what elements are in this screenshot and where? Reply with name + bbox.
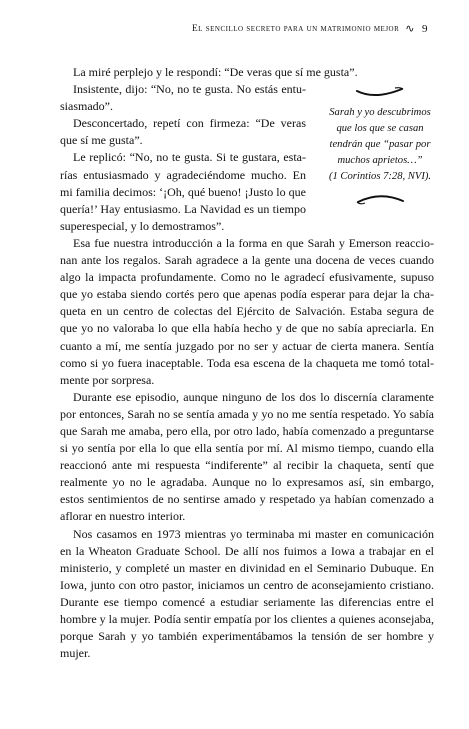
body-text <box>60 64 434 662</box>
pull-quote-reference: (1 Corintios 7:28, NVI). <box>328 171 432 182</box>
pull-quote-line: Sarah y yo descubrimos <box>329 107 431 118</box>
pull-quote-line: tendrán que “pasar por <box>329 139 431 150</box>
paragraph: Durante ese episodio, aunque ninguno de los dos lo discernía claramente por entonces, Sarah no se sentía amada y yo no me sentía respetado. Yo sabía que Sarah me amaba, pero ella, por otro lado, había comenzado a preguntarse si yo sentía por ella lo que ella sentía por mí. Al mismo tiempo, cuando ella reaccionó ante mi respuesta “indiferente” al recibir la chaqueta, sentí que realmente yo no le agradaba. Aunque no lo expresamos así, sin embargo, estos sentimientos de no sentirse amado y respetado ya habían comenzado a aflorar en nuestro interior. <box>60 389 434 524</box>
paragraph: Le replicó: “No, no te gusta. Si te gustara, estarías entusiasmado y agradeciéndome mucho. En mi familia decimos: ‘¡Oh, qué bueno! ¡Justo lo que quería!’ Hay entusiasmo. La Navidad es un tiempo superespecial, y lo demostramos”. <box>60 150 306 233</box>
page-number: 9 <box>422 23 428 35</box>
paragraph: Nos casamos en 1973 mientras yo terminaba mi master en comunicación en la Wheaton Graduate School. De allí nos fuimos a Iowa a trabajar en el ministerio, y completé un master en divinidad en el Seminario Dubuque. En Iowa, junto con otro pastor, iniciamos un centro de aconsejamiento cristiano. Durante ese tiempo comencé a estudiar seriamente las diferencias entre el hombre y la mujer. Podía sentir empatía por los clientes a quienes aconsejaba, porque Sarah y yo también experimentábamos la tensión de ser hombre y mujer. <box>60 526 434 661</box>
paragraph: Insistente, dijo: “No, no te gusta. No estás entusiasmado”. <box>60 82 306 114</box>
running-title: El sencillo secreto para un matrimonio mejor <box>191 24 400 34</box>
pull-quote-line: que los que se casan <box>336 123 424 134</box>
paragraph: La miré perplejo y le respondí: “De veras que sí me gusta”. <box>73 65 358 79</box>
running-header <box>128 22 428 36</box>
paragraph: Desconcertado, repetí con firmeza: “De veras que sí me gusta”. <box>60 116 306 148</box>
swash-ornament-icon: ∿ <box>405 23 415 35</box>
pull-quote-line: muchos aprietos…” <box>337 155 423 166</box>
paragraph: Esa fue nuestra introducción a la forma en que Sarah y Emerson reaccionan ante los regalos. Sarah agradece a la gente una docena de veces cuando algo la impacta profundamente. Como no le agradecí efusivamente, supuso que yo estaba siendo cortés pero que apenas podía esperar para dejar la chaqueta en un centro de colectas del Ejército de Salvación. Estaba segura de que yo no valoraba lo que ella había hecho y de que no sabía apreciarla. En cuanto a mí, me sentía juzgado por no ser y actuar de cierta manera. Sentía como si yo fuera inaceptable. Toda esa escena de la chaqueta me tomó totalmente por sorpresa. <box>60 235 434 387</box>
